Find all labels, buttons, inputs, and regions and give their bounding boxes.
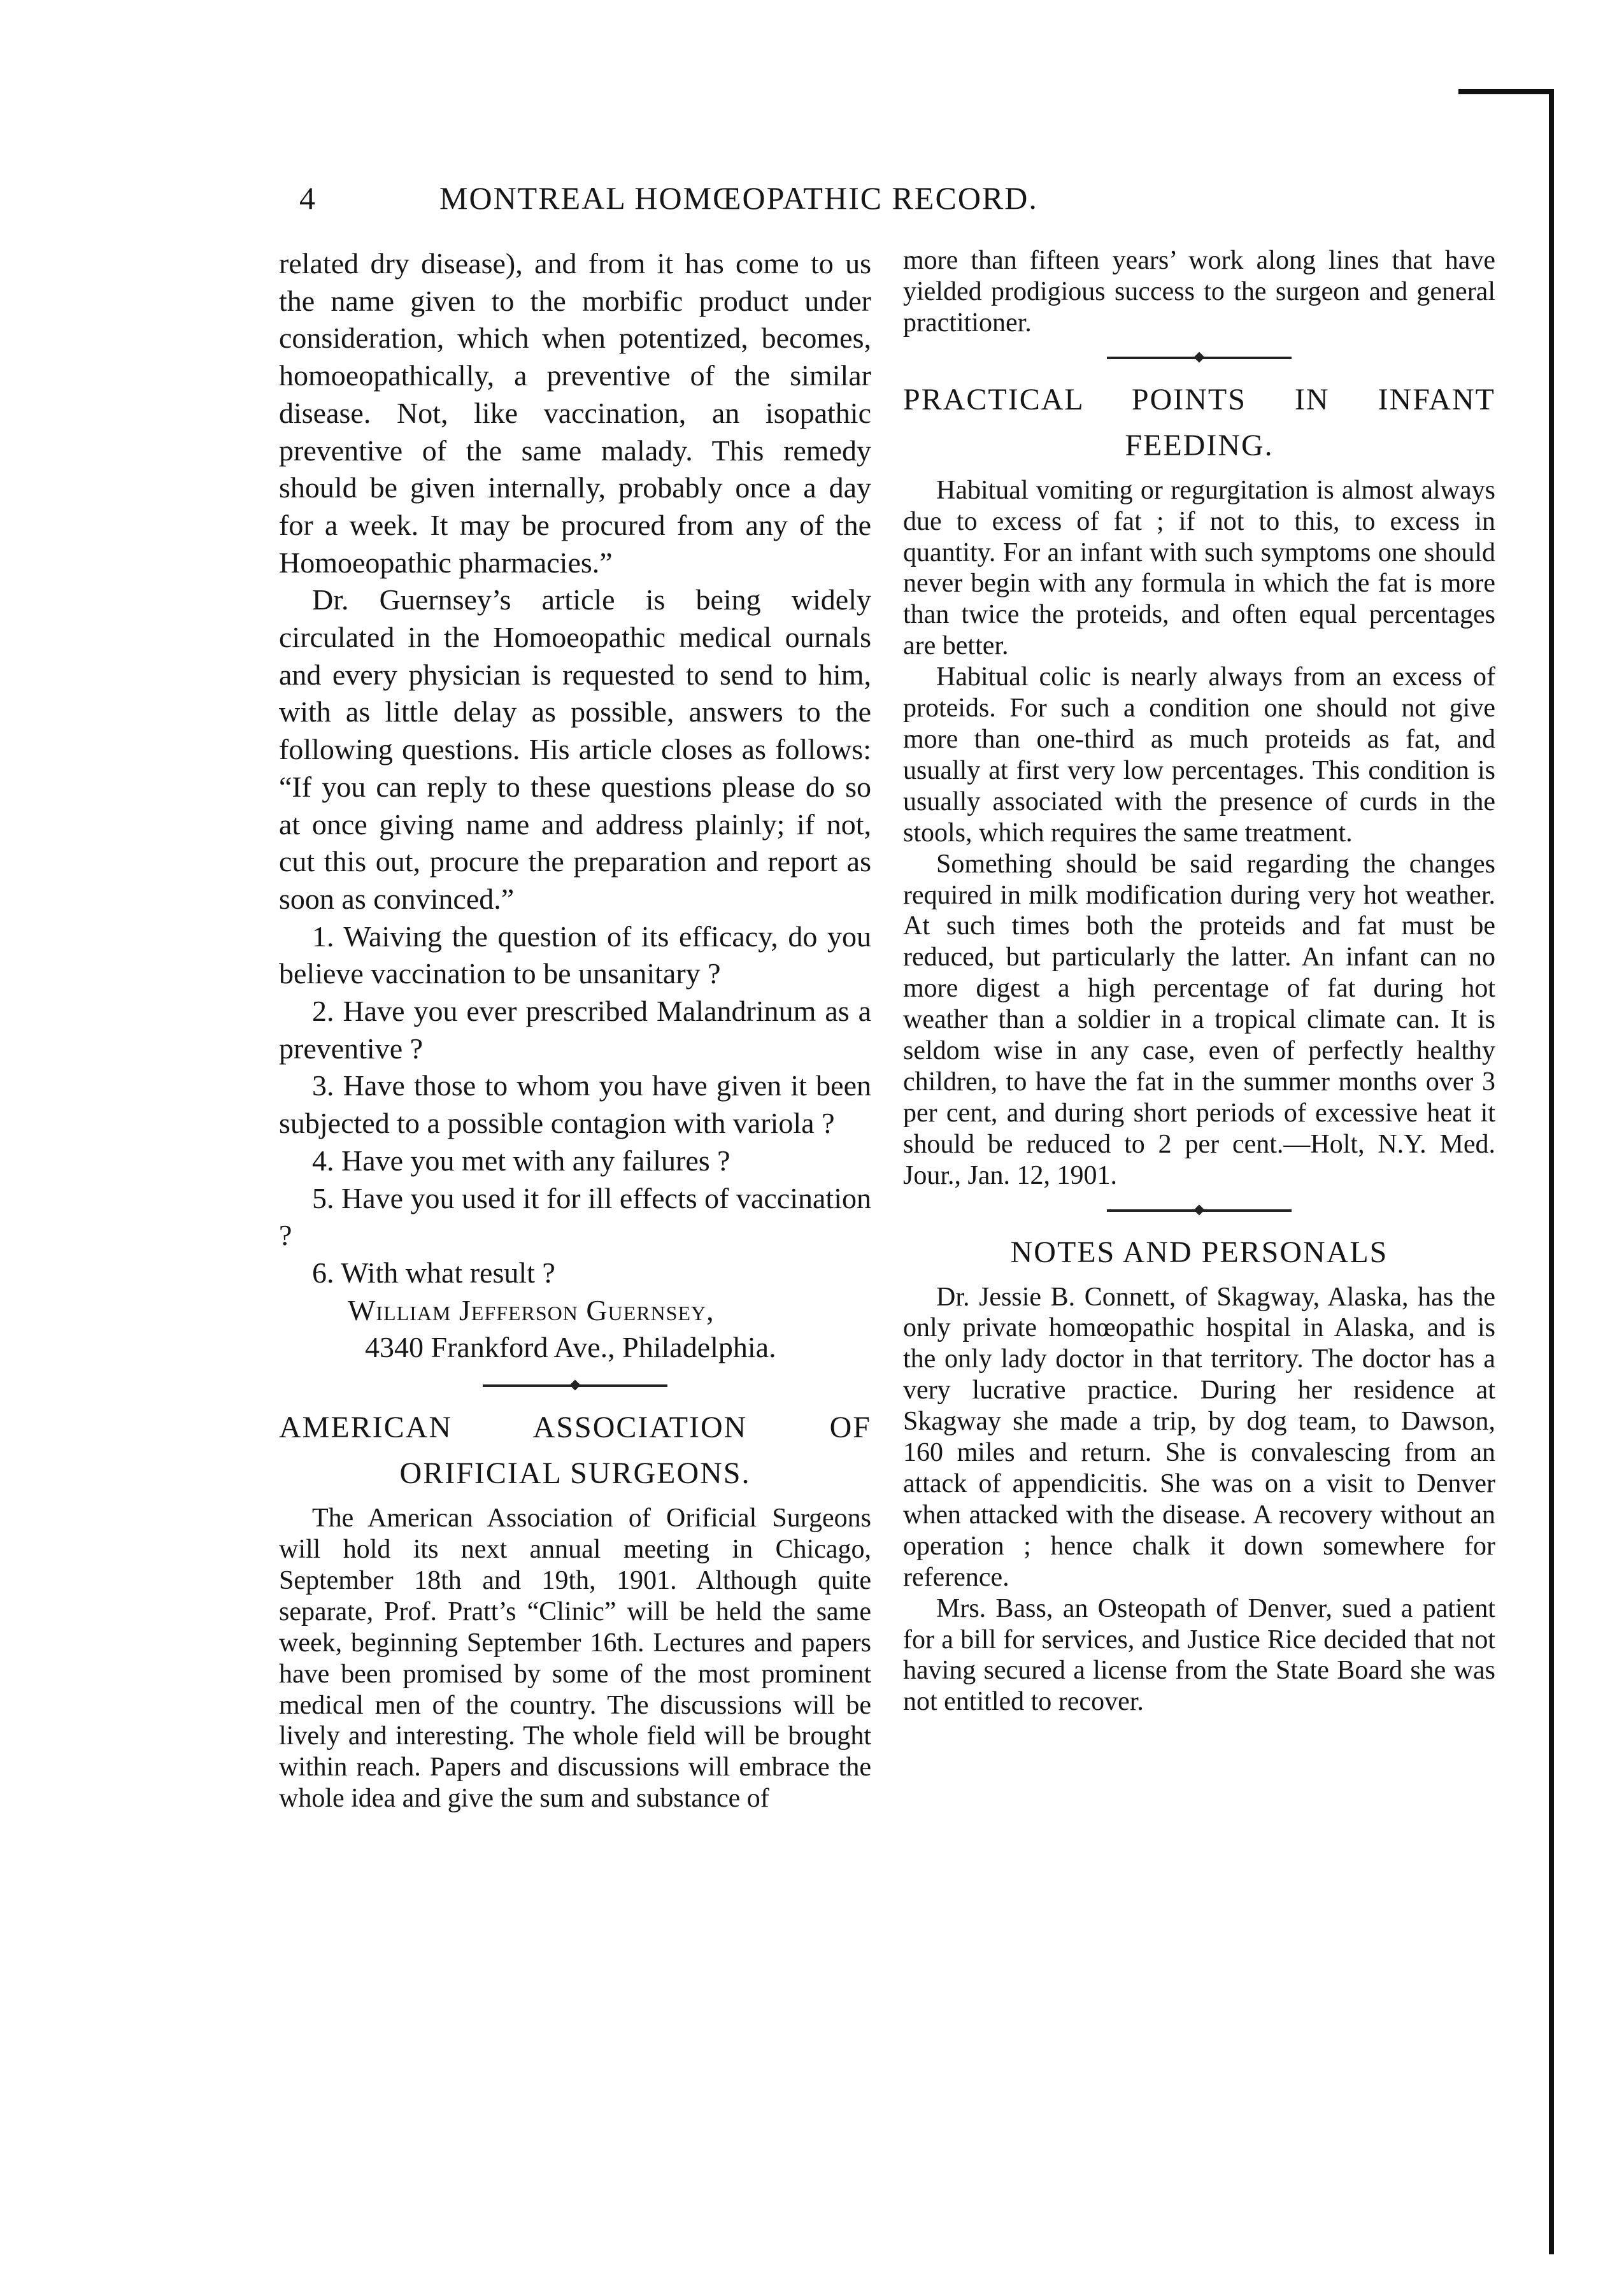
article-heading-line: ORIFICIAL SURGEONS. — [399, 1456, 751, 1491]
article-heading-line: PRACTICAL POINTS IN INFANT — [903, 382, 1495, 416]
article-heading-line: FEEDING. — [1125, 428, 1274, 462]
article-paragraph: Mrs. Bass, an Osteopath of Denver, sued a patient for a bill for services, and Justice Rice decided that not having secured a license from the State Board she was not entitled to recover. — [903, 1593, 1495, 1717]
question-item: 3. Have those to whom you have given it been subjected to a possible contagion with variola ? — [279, 1069, 871, 1140]
question-item: 6. With what result ? — [312, 1256, 555, 1289]
question-item: 5. Have you used it for ill effects of vaccination ? — [279, 1181, 871, 1252]
article-paragraph: Habitual vomiting or regurgitation is almost always due to excess of fat ; if not to this, to excess in quantity. For an infant with such symptoms one should never begin with any formula in which the fat is more than twice the proteids, and often equal percentages are better. — [903, 475, 1495, 661]
article-paragraph: Dr. Jessie B. Connett, of Skagway, Alaska, has the only private homœopathic hospital in Alaska, and is the only lady doctor in that territory. The doctor has a very lucrative practice. During her residence at Skagway she made a trip, by dog team, to Dawson, 160 miles and return. She is convalescing from an attack of appendicitis. She was on a visit to Denver when attacked with the disease. A recovery without an operation ; hence chalk it down somewhere for reference. — [903, 1282, 1495, 1592]
guernsey-paragraph: Dr. Guernsey’s article is being widely circulated in the Homoeopathic medical ournals and every physician is requested to send to him, with as little delay as possible, answers to the following questions. His article closes as follows: “If you can reply to these questions please do so at once giving name and address plainly; if not, cut this out, procure the preparation and report as soon as convinced.” — [279, 583, 871, 915]
page-border-top — [1458, 89, 1554, 94]
article-paragraph: Habitual colic is nearly always from an excess of proteids. For such a condition one should not give more than one-third as much proteids as fat, and usually at first very low percentages. This condition is usually associated with the presence of curds in the stools, which requires the same treatment. — [903, 662, 1495, 848]
article-paragraph: Something should be said regarding the changes required in milk modification during very hot weather. At such times both the proteids and fat must be reduced, but particularly the latter. An infant can no more digest a high percentage of fat during hot weather than a soldier in a tropical climate can. It is seldom wise in any case, even of perfectly healthy children, to have the fat in the summer months over 3 per cent, and during short periods of excessive heat it should be reduced to 2 per cent.—Holt, N.Y. Med. Jour., Jan. 12, 1901. — [903, 849, 1495, 1190]
page-border-right — [1549, 89, 1554, 2254]
article-heading — [903, 1230, 1495, 1276]
question-item: 4. Have you met with any failures ? — [312, 1144, 730, 1177]
section-divider — [279, 1374, 871, 1397]
question-item: 1. Waiving the question of its efficacy, do you believe vaccination to be unsanitary ? — [279, 920, 871, 990]
journal-title: MONTREAL HOMŒOPATHIC RECORD. — [439, 180, 1038, 216]
article-body: The American Association of Orificial Surgeons will hold its next annual meeting in Chicago, September 18th and 19th, 1901. Although quite separate, Prof. Pratt’s “Clinic” will be held the same week, beginning September 16th. Lectures and papers have been promised by some of the most prominent medical men of the country. The discussions will be lively and interesting. The whole field will be brought within reach. Papers and discussions will embrace the whole idea and give the sum and substance of — [279, 1504, 871, 1814]
continued-paragraph: related dry disease), and from it has come to us the name given to the morbific product under consideration, which when potentized, becomes, homoeopathically, a preventive of the similar disease. Not, like vaccination, an isopathic preventive of the same malady. This remedy should be given internally, probably once a day for a week. It may be procured from any of the Homoeopathic pharmacies.” — [279, 247, 871, 579]
continued-paragraph: more than fifteen years’ work along lines that have yielded prodigious success to the surgeon and general practitioner. — [903, 246, 1495, 338]
page-number: 4 — [299, 180, 317, 216]
section-divider — [903, 1199, 1495, 1222]
question-item: 2. Have you ever prescribed Malandrinum as a preventive ? — [279, 995, 871, 1065]
signature-name: William Jefferson Guernsey, — [348, 1293, 715, 1326]
article-heading — [279, 1405, 871, 1497]
left-column — [279, 245, 871, 1814]
article-heading — [903, 377, 1495, 469]
signature — [279, 1292, 871, 1367]
article-heading-line: NOTES AND PERSONALS — [1010, 1235, 1388, 1269]
signature-address: 4340 Frankford Ave., Philadelphia. — [365, 1331, 776, 1364]
right-column — [903, 245, 1495, 1718]
section-divider — [903, 346, 1495, 369]
article-heading-line: AMERICAN ASSOCIATION OF — [279, 1411, 871, 1445]
